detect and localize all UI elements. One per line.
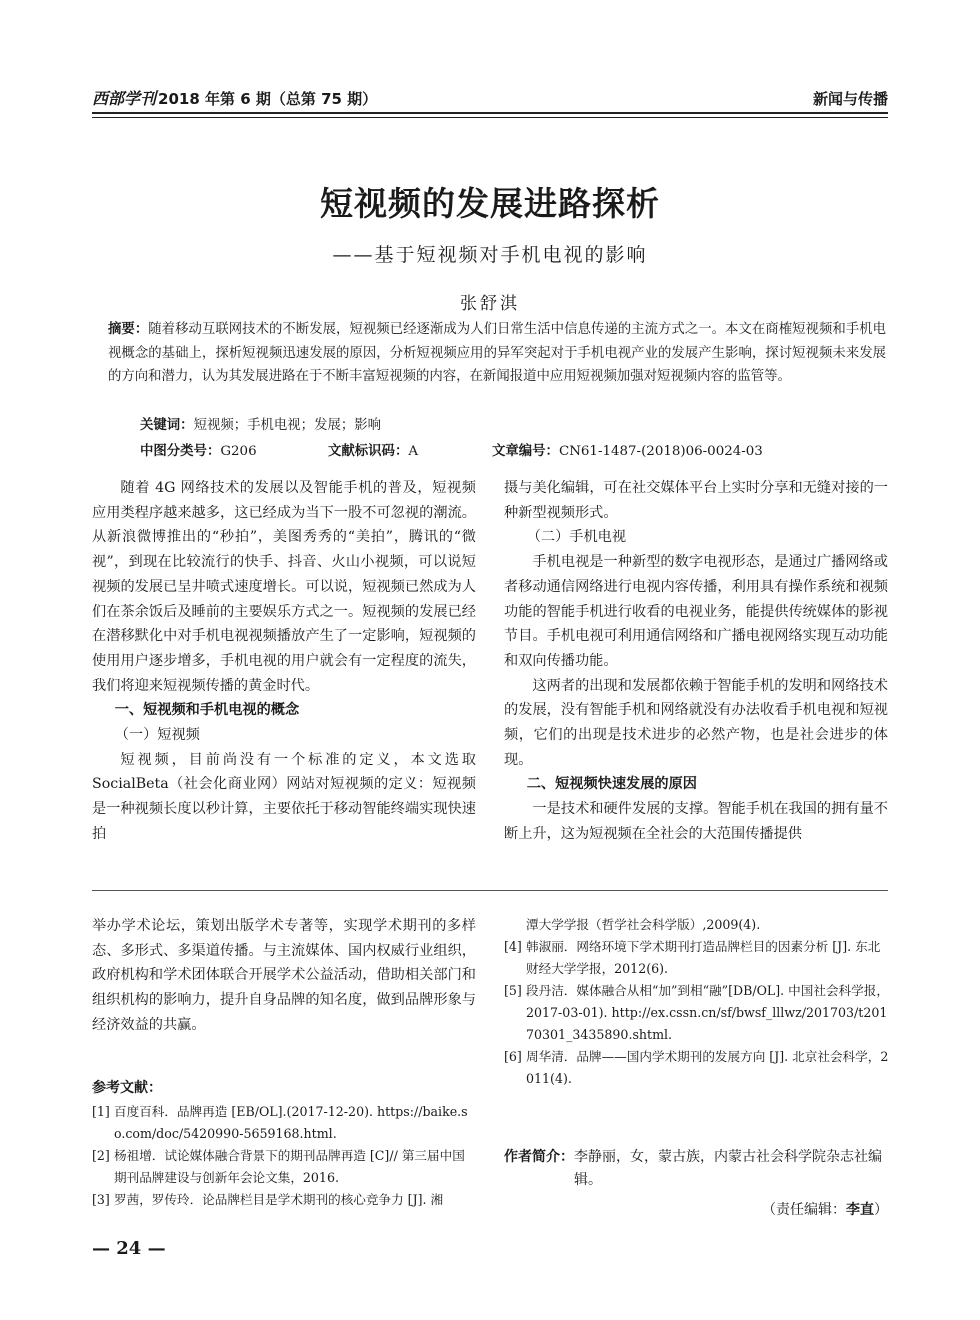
reference-item	[92, 1101, 476, 1145]
article-no-value: CN61-1487-(2018)06-0024-03	[558, 444, 763, 459]
clc-value: G206	[220, 444, 257, 459]
subsection-heading-1: （一）短视频	[114, 727, 200, 744]
article-author: 张舒淇	[460, 294, 520, 314]
reference-number: [5]	[504, 983, 522, 998]
reference-number: [4]	[504, 939, 522, 954]
responsible-editor	[762, 1199, 888, 1219]
editor-label: （责任编辑：	[762, 1202, 846, 1218]
body-paragraph: 一是技术和硬件发展的支撑。智能手机在我国的拥有量不断上升，这为短视频在全社会的大范围传播提供	[504, 801, 888, 842]
article-number	[492, 440, 763, 459]
reference-number: [3]	[92, 1192, 110, 1207]
body-paragraph: 随着 4G 网络技术的发展以及智能手机的普及，短视频应用类程序越来越多，这已经成为当下一股不可忽视的潮流。从新浪微博推出的“秒拍”，美图秀秀的“美拍”，腾讯的“微视”，到现在比较流行的快手、抖音、火山小视频，可以说短视频的发展已呈井喷式速度增长。可以说，短视频已然成为人们在茶余饭后及睡前的主要娱乐方式之一。短视频的发展已经在潜移默化中对手机电视视频播放产生了一定影响，短视频的使用用户逐步增多，手机电视的用户就会有一定程度的流失，我们将迎来短视频传播的黄金时代。	[92, 480, 476, 694]
header-rule-thin	[92, 117, 888, 118]
reference-text: 百度百科．品牌再造 [EB/OL].(2017-12-20). https://baike.so.com/doc/5420990-5659168.html.	[114, 1104, 468, 1141]
reference-number: [2]	[92, 1148, 110, 1163]
running-header-left	[92, 86, 377, 109]
section-name: 新闻与传播	[812, 90, 888, 108]
section-heading-1: 一、短视频和手机电视的概念	[114, 702, 300, 719]
reference-item	[92, 1189, 476, 1211]
keywords	[140, 414, 381, 433]
clc-number	[140, 440, 257, 459]
body-paragraph: 摄与美化编辑，可在社交媒体平台上实时分享和无缝对接的一种新型视频形式。	[504, 480, 888, 521]
abstract-text: 随着移动互联网技术的不断发展，短视频已经逐渐成为人们日常生活中信息传递的主流方式之一。本文在商榷短视频和手机电视概念的基础上，探析短视频迅速发展的原因，分析短视频应用的异军突起对于手机电视产业的发展产生影响，探讨短视频未来发展的方向和潜力，认为其发展进路在于不断丰富短视频的内容，在新闻报道中应用短视频加强对短视频内容的监管等。	[108, 322, 887, 384]
page-number: — 24 —	[92, 1238, 166, 1259]
body-column-right	[504, 476, 888, 847]
reference-number: [6]	[504, 1049, 522, 1064]
article-title: 短视频的发展进路探析	[320, 184, 660, 223]
reference-text: 段丹洁．媒体融合从相“加”到相“融”[DB/OL]. 中国社会科学报，2017-03-01). http://ex.cssn.cn/sf/bwsf_lllwz/201703/t20170301_3435890.shtml.	[526, 983, 889, 1042]
editor-name: 李直	[846, 1202, 874, 1218]
continued-paragraph: 举办学术论坛，策划出版学术专著等，实现学术期刊的多样态、多形式、多渠道传播。与主流媒体、国内权威行业组织，政府机构和学术团体联合开展学术公益活动，借助相关部门和组织机构的影响力，提升自身品牌的知名度，做到品牌形象与经济效益的共赢。	[92, 918, 476, 1033]
references-list-left	[92, 1101, 476, 1211]
section-heading-2: 二、短视频快速发展的原因	[526, 776, 697, 793]
bio-label: 作者简介：	[504, 1149, 574, 1165]
author-bio	[504, 1146, 890, 1192]
reference-item	[504, 936, 890, 980]
reference-item	[92, 1145, 476, 1189]
body-paragraph: 手机电视是一种新型的数字电视形态，是通过广播网络或者移动通信网络进行电视内容传播，利用具有操作系统和视频功能的智能手机进行收看的电视业务，能提供传统媒体的影视节目。手机电视可利用通信网络和广播电视网络实现互动功能和双向传播功能。	[504, 554, 888, 669]
editor-close: ）	[874, 1202, 888, 1218]
article-subtitle: ——基于短视频对手机电视的影响	[332, 244, 648, 266]
references-title: 参考文献：	[92, 1080, 162, 1096]
abstract	[108, 318, 886, 389]
body-paragraph: 短视频，目前尚没有一个标准的定义，本文选取 SocialBeta（社会化商业网）网站对短视频的定义：短视频是一种视频长度以秒计算，主要依托于移动智能终端实现快速拍	[92, 751, 476, 842]
journal-masthead: 西部学刊	[92, 89, 157, 108]
bio-text: 李静丽，女，蒙古族，内蒙古社会科学院杂志社编辑。	[574, 1149, 882, 1188]
body-paragraph: 这两者的出现和发展都依赖于智能手机的发明和网络技术的发展，没有智能手机和网络就没有办法收看手机电视和短视频，它们的出现是技术进步的必然产物，也是社会进步的体现。	[504, 677, 888, 768]
reference-item	[504, 1046, 890, 1090]
reference-number	[504, 914, 526, 936]
article-no-label: 文章编号：	[492, 444, 559, 459]
continued-article-text	[92, 914, 476, 1038]
document-code	[328, 440, 418, 459]
reference-item	[504, 980, 890, 1046]
doc-value: A	[408, 444, 419, 459]
header-rule-thick	[92, 112, 888, 114]
clc-label: 中图分类号：	[140, 444, 221, 459]
abstract-label: 摘要：	[108, 322, 149, 337]
reference-text: 潭大学学报（哲学社会科学版）,2009(4).	[526, 917, 761, 932]
reference-text: 周华清．品牌——国内学术期刊的发展方向 [J]. 北京社会科学，2011(4).	[526, 1049, 889, 1086]
body-column-left	[92, 476, 476, 847]
reference-item	[504, 914, 890, 936]
doc-label: 文献标识码：	[328, 444, 409, 459]
keywords-text: 短视频；手机电视；发展；影响	[193, 418, 382, 433]
reference-text: 罗茜，罗传玲．论品牌栏目是学术期刊的核心竞争力 [J]. 湘	[114, 1192, 444, 1207]
reference-text: 杨祖增．试论媒体融合背景下的期刊品牌再造 [C]// 第三届中国期刊品牌建设与创新年会论文集，2016.	[114, 1148, 465, 1185]
issue-info: 2018 年第 6 期（总第 75 期）	[158, 90, 378, 108]
reference-text: 韩淑丽．网络环境下学术期刊打造品牌栏目的因素分析 [J]. 东北财经大学学报，2012(6).	[526, 939, 881, 976]
reference-number: [1]	[92, 1104, 110, 1119]
article-separator	[92, 890, 888, 891]
subsection-heading-2: （二）手机电视	[526, 529, 627, 546]
references-list-right	[504, 914, 890, 1090]
keywords-label: 关键词：	[140, 418, 194, 433]
